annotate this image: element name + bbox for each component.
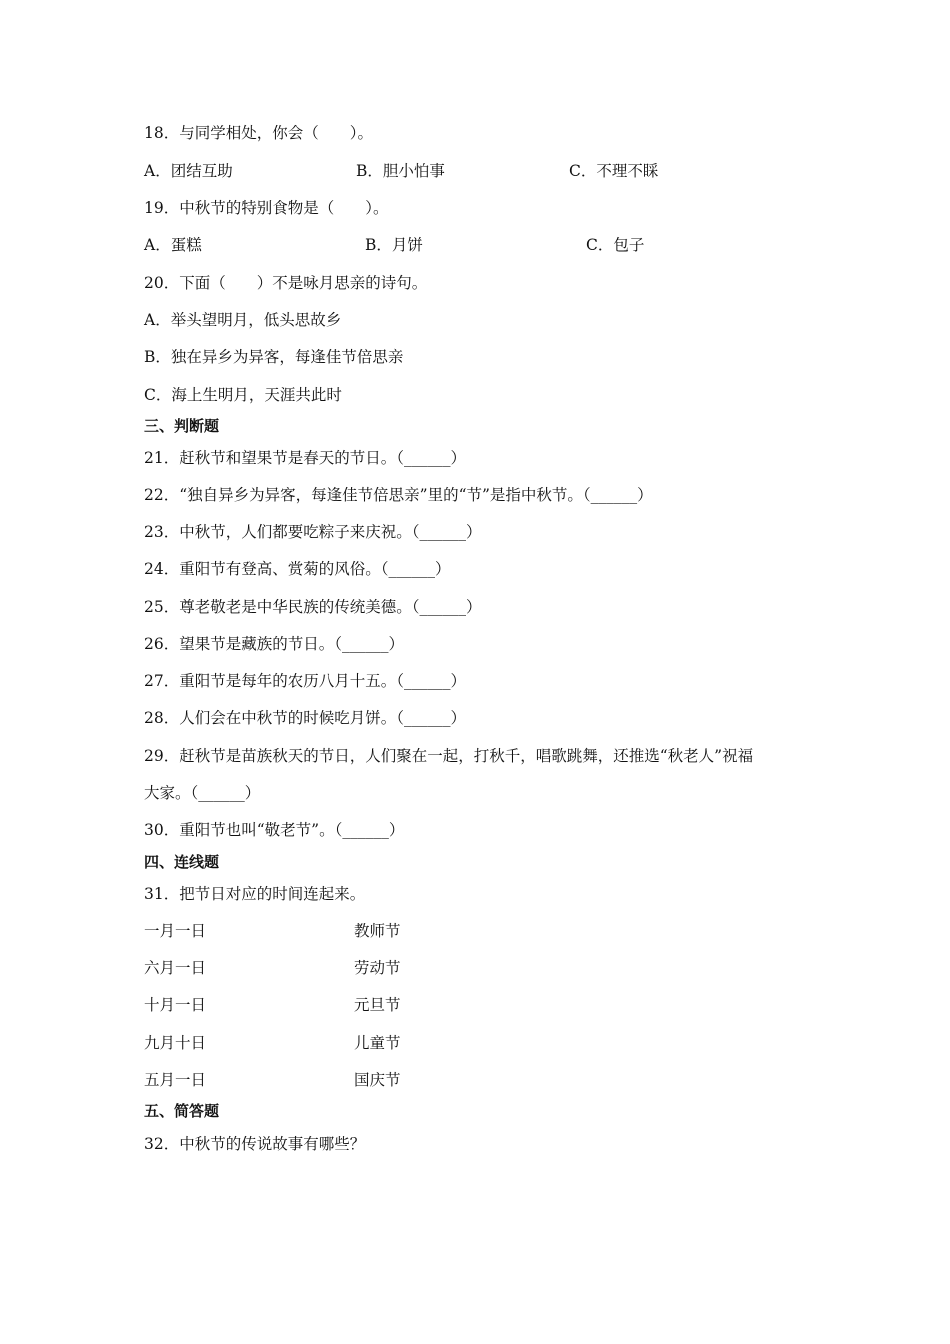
section-title-matching: 四、连线题 <box>144 853 220 871</box>
q20-stem: 20．下面（ ）不是咏月思亲的诗句。 <box>144 274 428 292</box>
match-festival: 教师节 <box>354 922 401 940</box>
judge-item: 25．尊老敬老是中华民族的传统美德。（______） <box>144 598 482 616</box>
judge-item: 22．“独自异乡为异客，每逢佳节倍思亲”里的“节”是指中秋节。（______） <box>144 486 653 504</box>
match-date: 九月十日 <box>144 1034 207 1052</box>
q18-option-a: A．团结互助 <box>144 162 233 180</box>
section-title-short-answer: 五、简答题 <box>144 1102 220 1120</box>
q20-option-b: B．独在异乡为异客，每逢佳节倍思亲 <box>144 348 404 366</box>
q20-option-a: A．举头望明月，低头思故乡 <box>144 311 342 329</box>
judge-item: 26．望果节是藏族的节日。（______） <box>144 635 404 653</box>
q31-stem: 31．把节日对应的时间连起来。 <box>144 885 366 903</box>
judge-item: 29．赶秋节是苗族秋天的节日，人们聚在一起，打秋千，唱歌跳舞，还推选“秋老人”祝福 <box>144 747 754 765</box>
judge-item: 23．中秋节，人们都要吃粽子来庆祝。（______） <box>144 523 482 541</box>
judge-item: 21．赶秋节和望果节是春天的节日。（______） <box>144 449 466 467</box>
match-festival: 国庆节 <box>354 1071 401 1089</box>
q18-stem: 18．与同学相处，你会（ ）。 <box>144 124 373 142</box>
match-festival: 劳动节 <box>354 959 401 977</box>
match-date: 一月一日 <box>144 922 207 940</box>
q18-option-b: B．胆小怕事 <box>356 162 445 180</box>
q19-stem: 19．中秋节的特别食物是（ ）。 <box>144 199 389 217</box>
q19-option-c: C．包子 <box>586 236 645 254</box>
section-title-judge: 三、判断题 <box>144 417 220 435</box>
q19-option-a: A．蛋糕 <box>144 236 202 254</box>
judge-item: 27．重阳节是每年的农历八月十五。（______） <box>144 672 466 690</box>
judge-item: 24．重阳节有登高、赏菊的风俗。（______） <box>144 560 451 578</box>
judge-item: 30．重阳节也叫“敬老节”。（______） <box>144 821 405 839</box>
q18-option-c: C．不理不睬 <box>569 162 659 180</box>
match-date: 六月一日 <box>144 959 207 977</box>
match-festival: 儿童节 <box>354 1034 401 1052</box>
q20-option-c: C．海上生明月，天涯共此时 <box>144 386 342 404</box>
q32-stem: 32．中秋节的传说故事有哪些？ <box>144 1135 366 1153</box>
match-date: 五月一日 <box>144 1071 207 1089</box>
judge-item: 28．人们会在中秋节的时候吃月饼。（______） <box>144 709 466 727</box>
q19-option-b: B．月饼 <box>365 236 423 254</box>
match-festival: 元旦节 <box>354 996 401 1014</box>
match-date: 十月一日 <box>144 996 207 1014</box>
judge-item-continued: 大家。（______） <box>144 784 261 802</box>
